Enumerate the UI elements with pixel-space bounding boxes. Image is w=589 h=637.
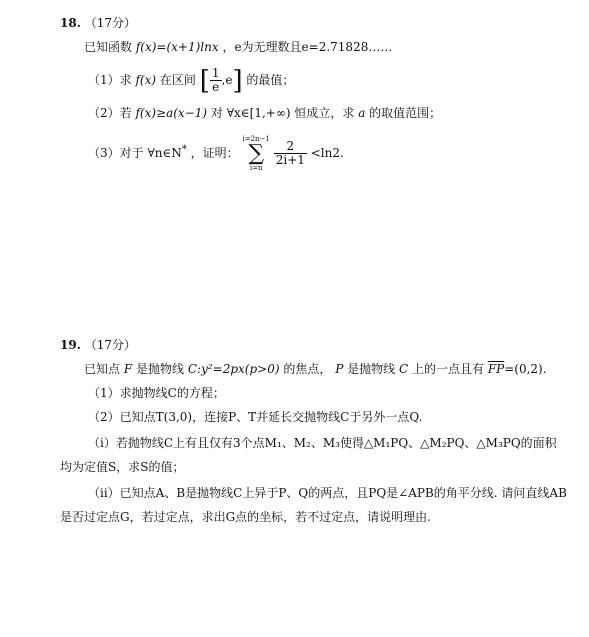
q18-p2-text-b: 恒成立，求 — [294, 106, 355, 120]
q18-stem-b: ，e为无理数且e=2.71828…… — [222, 40, 393, 54]
q18-p1-frac-num: 1 — [211, 66, 220, 81]
q18-part3 — [88, 128, 344, 175]
q19-part2-i-line1: （i）若抛物线C上有且仅有3个点M₁、M₂、M₃使得△M₁PQ、△M₂PQ、△M₃PQ的面积 — [88, 436, 557, 450]
q18-p3-rhs: <ln2 — [310, 146, 340, 160]
q19-part2: （2）已知点T(3,0)，连接P、T并延长交抛物线C于另外一点Q. — [88, 410, 423, 424]
q19-score: （17分） — [84, 338, 136, 352]
q18-p2-cond: f(x)≥a(x−1) — [135, 106, 208, 120]
right-bracket-icon: ] — [232, 65, 243, 96]
q19-vector-value: =(0,2) — [504, 362, 543, 376]
q18-stem-a: 已知函数 — [84, 40, 133, 54]
q19-part2-ii-line1: （ii）已知点A、B是抛物线C上异于P、Q的两点，且PQ是∠APB的角平分线. 请问直线AB — [88, 486, 567, 500]
q19-C: C — [398, 362, 409, 376]
sum-lower-limit: i=n — [249, 163, 263, 172]
q18-func: f(x)=(x+1)lnx — [135, 40, 219, 54]
q19-number: 19. — [60, 338, 81, 352]
sum-upper-limit: i=2n−1 — [242, 134, 270, 143]
q19-vector-fp: $\overline{FP}$ — [487, 362, 505, 376]
q19-P: P — [335, 362, 344, 376]
q18-p3-label: （3）对于 — [88, 146, 144, 160]
q18-p3-fraction — [274, 140, 307, 166]
q18-p1-text-a: 在区间 — [159, 73, 196, 87]
q19-part2-ii-line2: 是否过定点G，若过定点，求出G点的坐标，若不过定点，请说明理由. — [60, 510, 431, 524]
summation — [243, 136, 270, 172]
q19-header — [60, 336, 136, 353]
q18-p1-frac-den: e — [212, 80, 220, 94]
q18-p1-text-b: 的最值； — [246, 73, 295, 87]
q18-p3-forall: ∀n∈N — [147, 146, 182, 160]
q19-stem-e: 上的一点且有 — [411, 362, 484, 376]
q19-part2-i-line2: 均为定值S，求S的值； — [60, 460, 185, 474]
q19-F: F — [123, 362, 133, 376]
q18-p1-fraction — [210, 67, 222, 93]
q18-p1-interval-end: ,e — [221, 73, 233, 87]
q18-stem — [84, 38, 392, 55]
q18-part1 — [88, 60, 294, 100]
q18-p2-text-c: 的取值范围； — [369, 106, 442, 120]
q19-stem-a: 已知点 — [84, 362, 121, 376]
q18-p1-fx: f(x) — [135, 73, 157, 87]
q18-score: （17分） — [84, 16, 136, 30]
q18-number: 18. — [60, 16, 81, 30]
q18-p2-label: （2）若 — [88, 106, 132, 120]
q18-header — [60, 14, 136, 31]
q18-p3-text-a: ，证明： — [190, 146, 239, 160]
q18-p2-forall: ∀x∈[1,+∞) — [226, 106, 291, 120]
q18-p2-var: a — [358, 106, 366, 120]
q18-p1-label: （1）求 — [88, 73, 132, 87]
q19-stem-b: 是抛物线 — [136, 362, 185, 376]
q18-p3-frac-num: 2 — [274, 140, 307, 154]
q19-stem-d: 是抛物线 — [347, 362, 396, 376]
q19-stem — [84, 360, 547, 377]
q19-part1: （1）求抛物线C的方程； — [88, 386, 225, 400]
q19-stem-c: 的焦点， — [283, 362, 332, 376]
left-bracket-icon: [ — [199, 65, 210, 96]
sigma-icon: ∑ — [248, 140, 265, 166]
q18-p3-sup: * — [181, 144, 187, 155]
q19-curve: C:y²=2px(p>0) — [187, 362, 280, 376]
q19-stem-end: . — [542, 362, 547, 376]
q18-p3-frac-den: 2i+1 — [275, 153, 305, 167]
q18-p2-text-a: 对 — [210, 106, 223, 120]
q18-part2 — [88, 104, 441, 121]
q18-p3-end: . — [339, 146, 344, 160]
